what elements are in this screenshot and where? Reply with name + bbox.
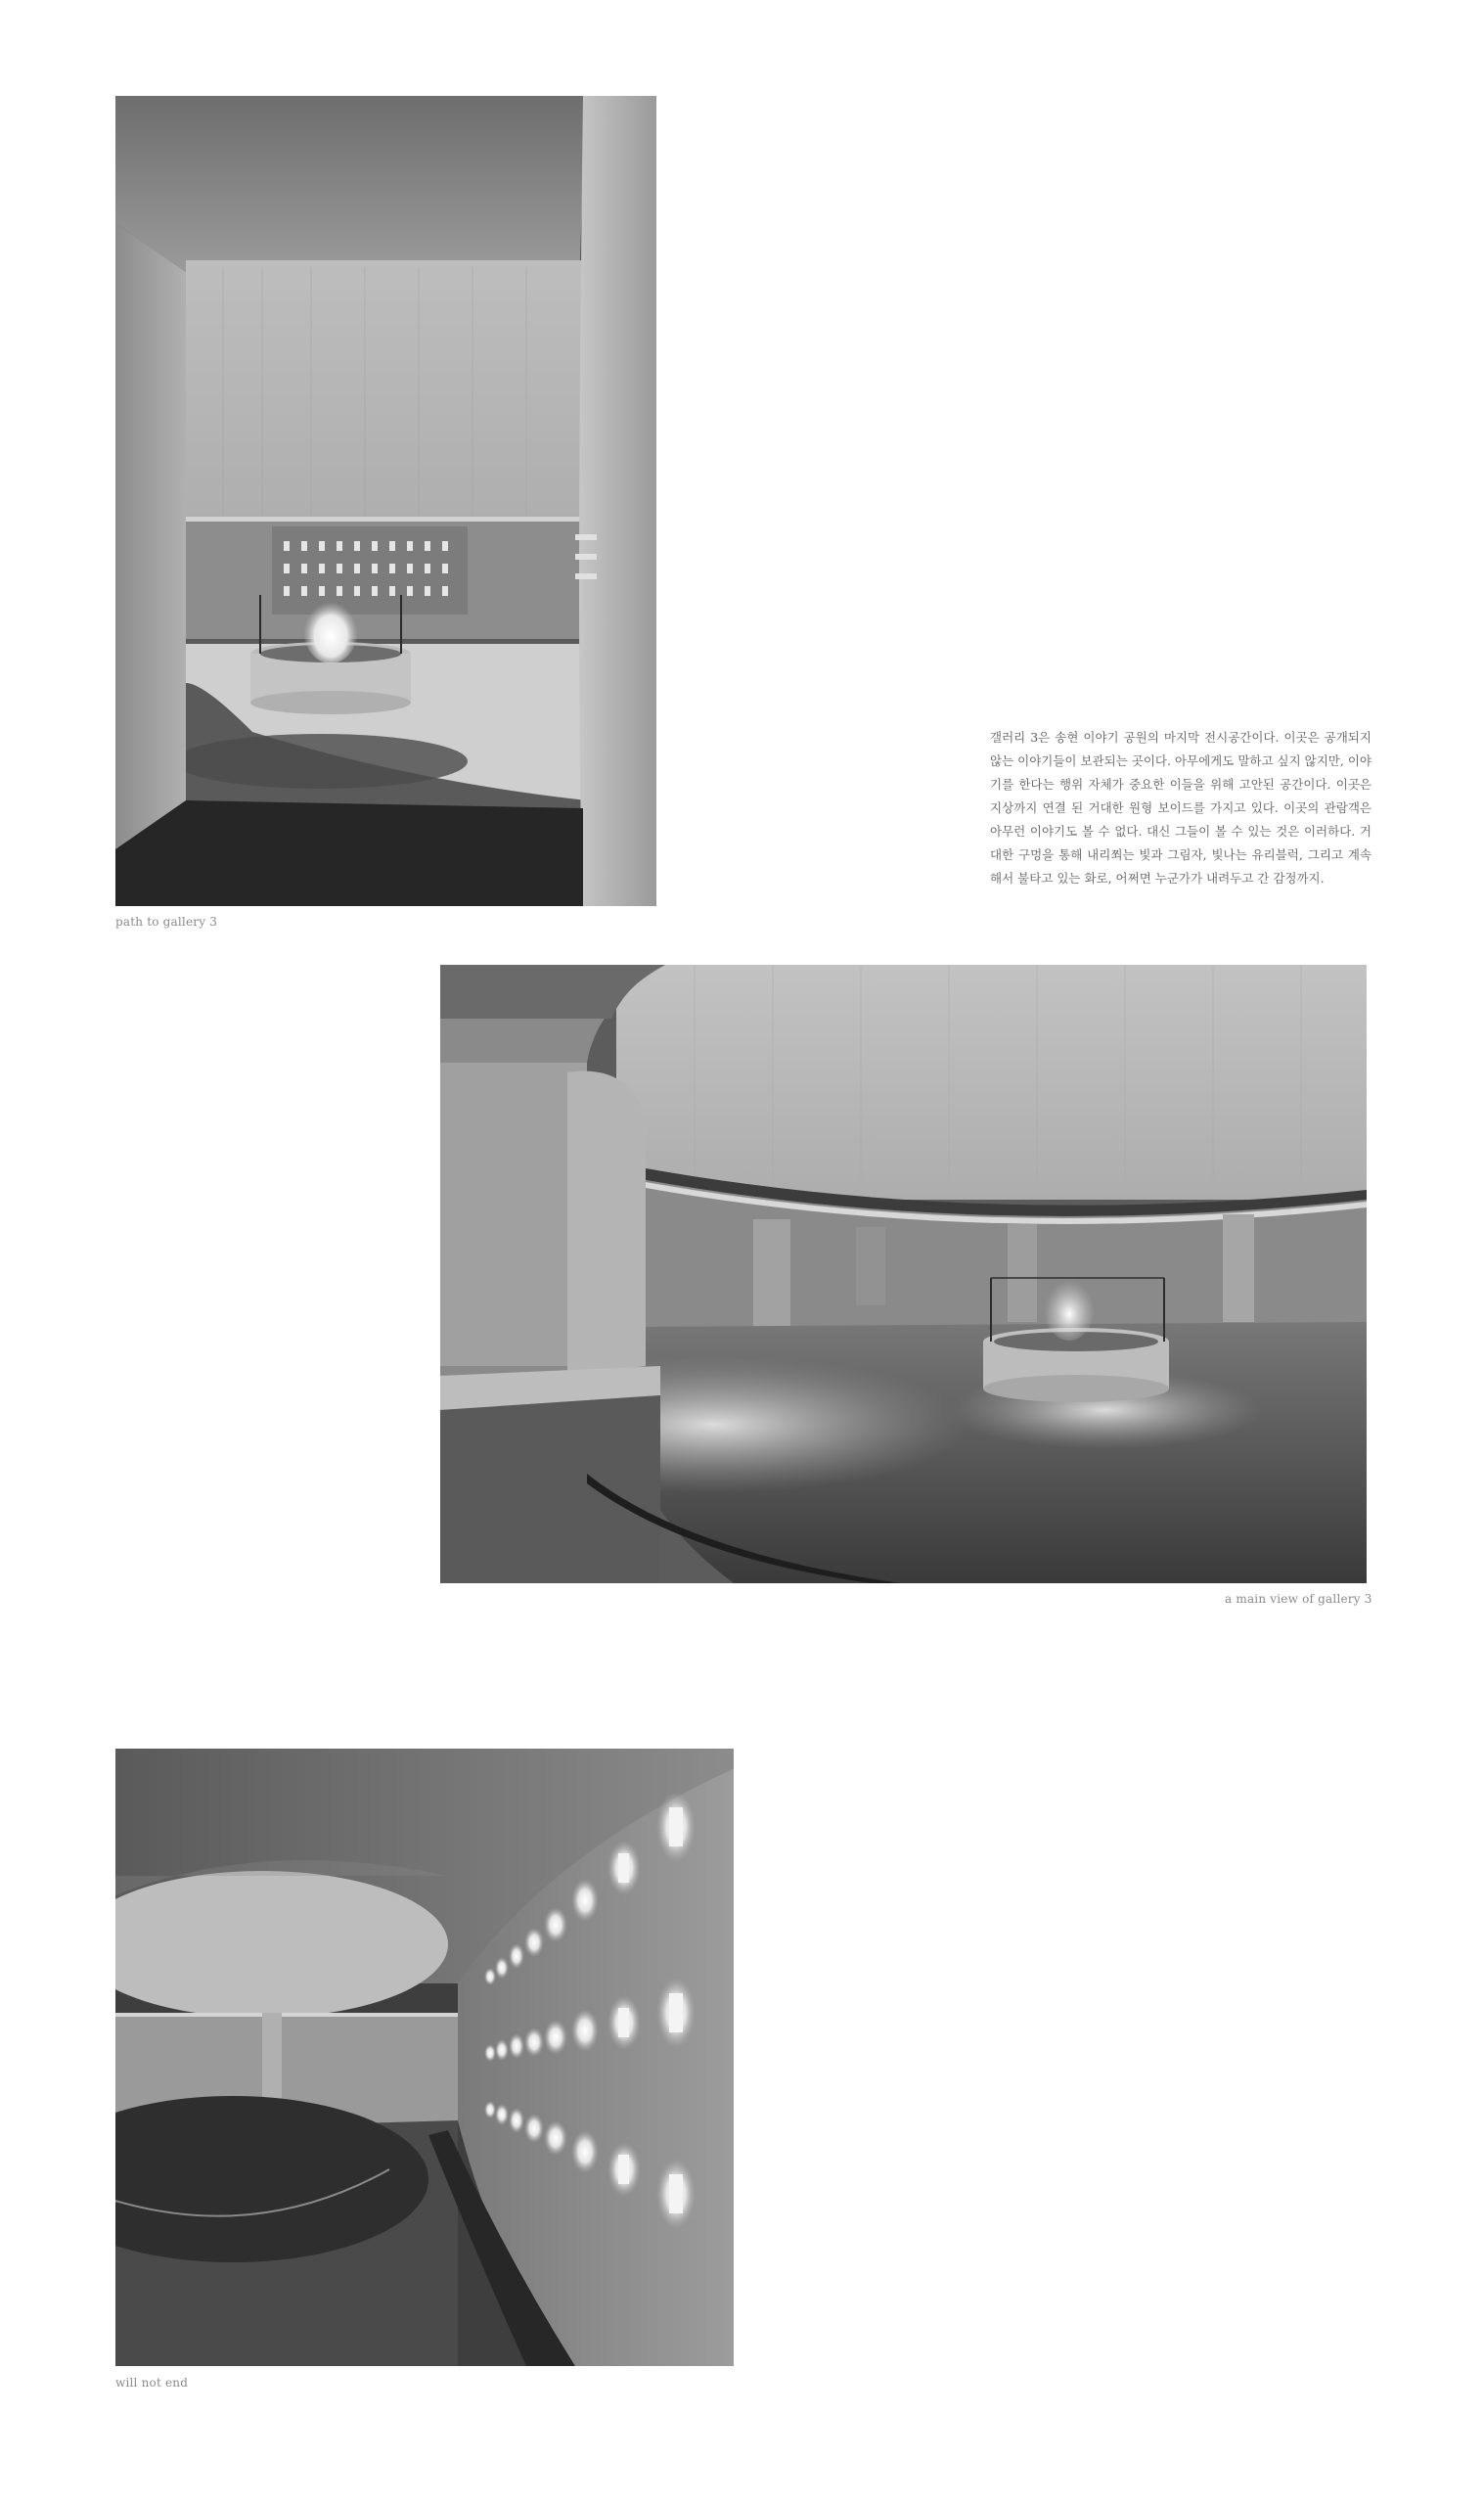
gallery-path-render bbox=[115, 96, 656, 906]
description-paragraph: 갤러리 3은 송현 이야기 공원의 마지막 전시공간이다. 이곳은 공개되지 않는 이야기들이 보관되는 곳이다. 아무에게도 말하고 싶지 않지만, 이야기를 한다는 행위 자체가 중요한 이들을 위해 고안된 공간이다. 이곳은 지상까지 연결 된 거대한 원형 보이드를 가지고 있다. 이곳의 관람객은 아무런 이야기도 볼 수 없다. 대신 그들이 볼 수 있는 것은 이러하다. 거대한 구멍을 통해 내리쬐는 빛과 그림자, 빛나는 유리블럭, 그리고 계속해서 불타고 있는 화로, 어쩌면 누군가가 내려두고 간 감정까지. bbox=[990, 730, 1372, 886]
gallery-corridor-render bbox=[115, 1749, 734, 2366]
image-caption: a main view of gallery 3 bbox=[1225, 1592, 1372, 1606]
image-caption: will not end bbox=[115, 2376, 189, 2390]
gallery-main-view-render bbox=[440, 965, 1367, 1583]
image-caption: path to gallery 3 bbox=[115, 915, 218, 929]
